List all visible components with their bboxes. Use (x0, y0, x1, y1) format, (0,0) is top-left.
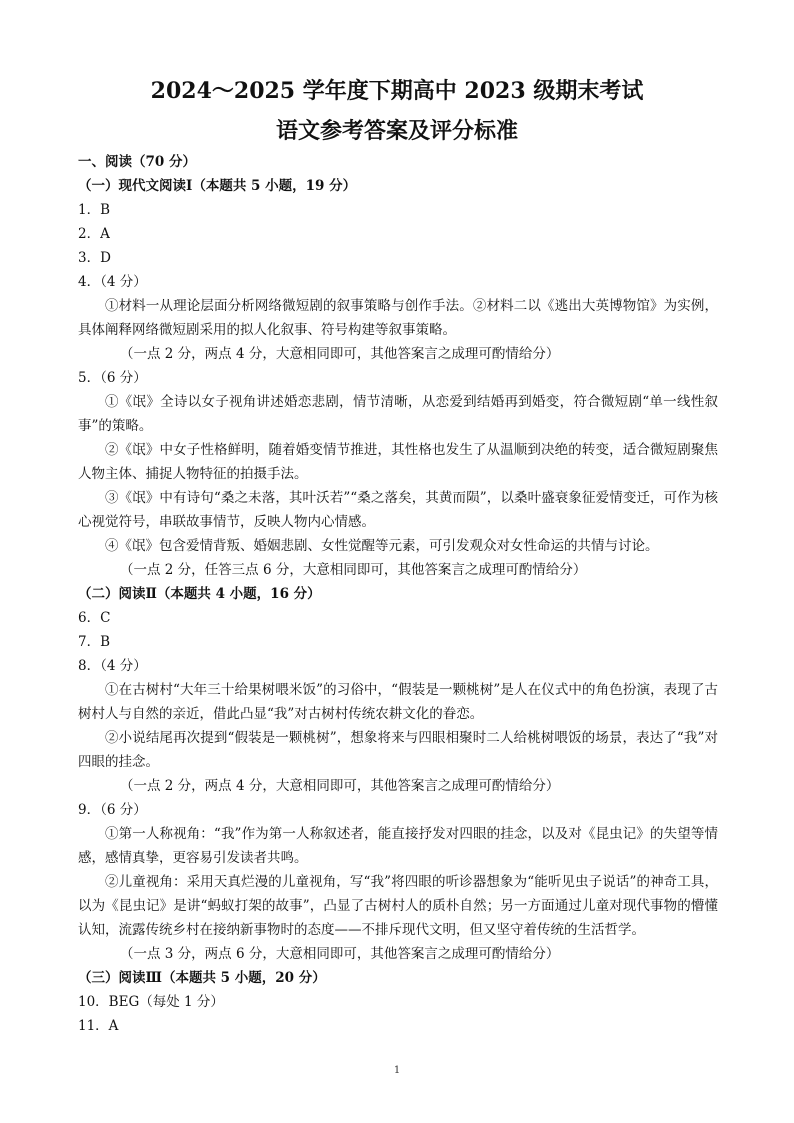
answer-item: 3．D (78, 250, 111, 266)
subsection-heading: （一）现代文阅读Ⅰ（本题共 5 小题，19 分） (78, 178, 357, 194)
answer-point: ②儿童视角：采用天真烂漫的儿童视角，写“我”将四眼的听诊器想象为“能听见虫子说话”的神奇工具，以为《昆虫记》是讲“蚂蚁打架的故事”，凸显了古树村人的质朴自然；另一方面通过儿童对现代事物的懵懂认知，流露传统乡村在接纳新事物时的态度——不排斥现代文明，但又坚守着传统的生活哲学。 (78, 874, 718, 938)
answer-point: ①材料一从理论层面分析网络微短剧的叙事策略与创作手法。②材料二以《逃出大英博物馆》为实例，具体阐释网络微短剧采用的拟人化叙事、符号构建等叙事策略。 (78, 298, 718, 338)
exam-subtitle: 语文参考答案及评分标准 (275, 118, 518, 144)
scoring-note: （一点 2 分，两点 4 分，大意相同即可，其他答案言之成理可酌情给分） (120, 778, 560, 794)
answer-point: ①《氓》全诗以女子视角讲述婚恋悲剧，情节清晰，从恋爱到结婚再到婚变，符合微短剧“单一线性叙事”的策略。 (78, 394, 718, 434)
answer-point: ②小说结尾再次提到“假装是一颗桃树”，想象将来与四眼相聚时二人给桃树喂饭的场景，表达了“我”对四眼的挂念。 (78, 730, 718, 770)
section-heading: 一、阅读（70 分） (78, 154, 196, 170)
scoring-note: （一点 2 分，两点 4 分，大意相同即可，其他答案言之成理可酌情给分） (120, 346, 560, 362)
answer-item: 11．A (78, 1018, 119, 1034)
answer-item: 10．BEG（每处 1 分） (78, 994, 224, 1010)
subsection-heading: （二）阅读Ⅱ（本题共 4 小题，16 分） (78, 586, 321, 602)
answer-point: ④《氓》包含爱情背叛、婚姻悲剧、女性觉醒等元素，可引发观众对女性命运的共情与讨论。 (105, 538, 659, 554)
answer-item: 1．B (78, 202, 111, 218)
answer-item: 4．（4 分） (78, 274, 147, 290)
answer-content (78, 150, 718, 1038)
scoring-note: （一点 2 分，任答三点 6 分，大意相同即可，其他答案言之成理可酌情给分） (120, 562, 587, 578)
answer-item: 5．（6 分） (78, 370, 147, 386)
exam-title: 2024～2025 学年度下期高中 2023 级期末考试 (150, 78, 644, 104)
answer-item: 7．B (78, 634, 111, 650)
subsection-heading: （三）阅读Ⅲ（本题共 5 小题，20 分） (78, 970, 326, 986)
answer-item: 6．C (78, 610, 111, 626)
answer-point: ①在古树村“大年三十给果树喂米饭”的习俗中，“假装是一颗桃树”是人在仪式中的角色扮演，表现了古树村人与自然的亲近，借此凸显“我”对古树村传统农耕文化的眷恋。 (78, 682, 718, 722)
answer-point: ③《氓》中有诗句“桑之未落，其叶沃若”“桑之落矣，其黄而陨”，以桑叶盛衰象征爱情变迁，可作为核心视觉符号，串联故事情节，反映人物内心情感。 (78, 490, 718, 530)
answer-item: 9．（6 分） (78, 802, 147, 818)
page-number: 1 (393, 1065, 401, 1076)
answer-point: ②《氓》中女子性格鲜明，随着婚变情节推进，其性格也发生了从温顺到决绝的转变，适合微短剧聚焦人物主体、捕捉人物特征的拍摄手法。 (78, 442, 718, 482)
answer-item: 8．（4 分） (78, 658, 147, 674)
scoring-note: （一点 3 分，两点 6 分，大意相同即可，其他答案言之成理可酌情给分） (120, 946, 560, 962)
answer-item: 2．A (78, 226, 110, 242)
answer-point: ①第一人称视角：“我”作为第一人称叙述者，能直接抒发对四眼的挂念，以及对《昆虫记》的失望等情感，感情真挚，更容易引发读者共鸣。 (78, 826, 718, 866)
